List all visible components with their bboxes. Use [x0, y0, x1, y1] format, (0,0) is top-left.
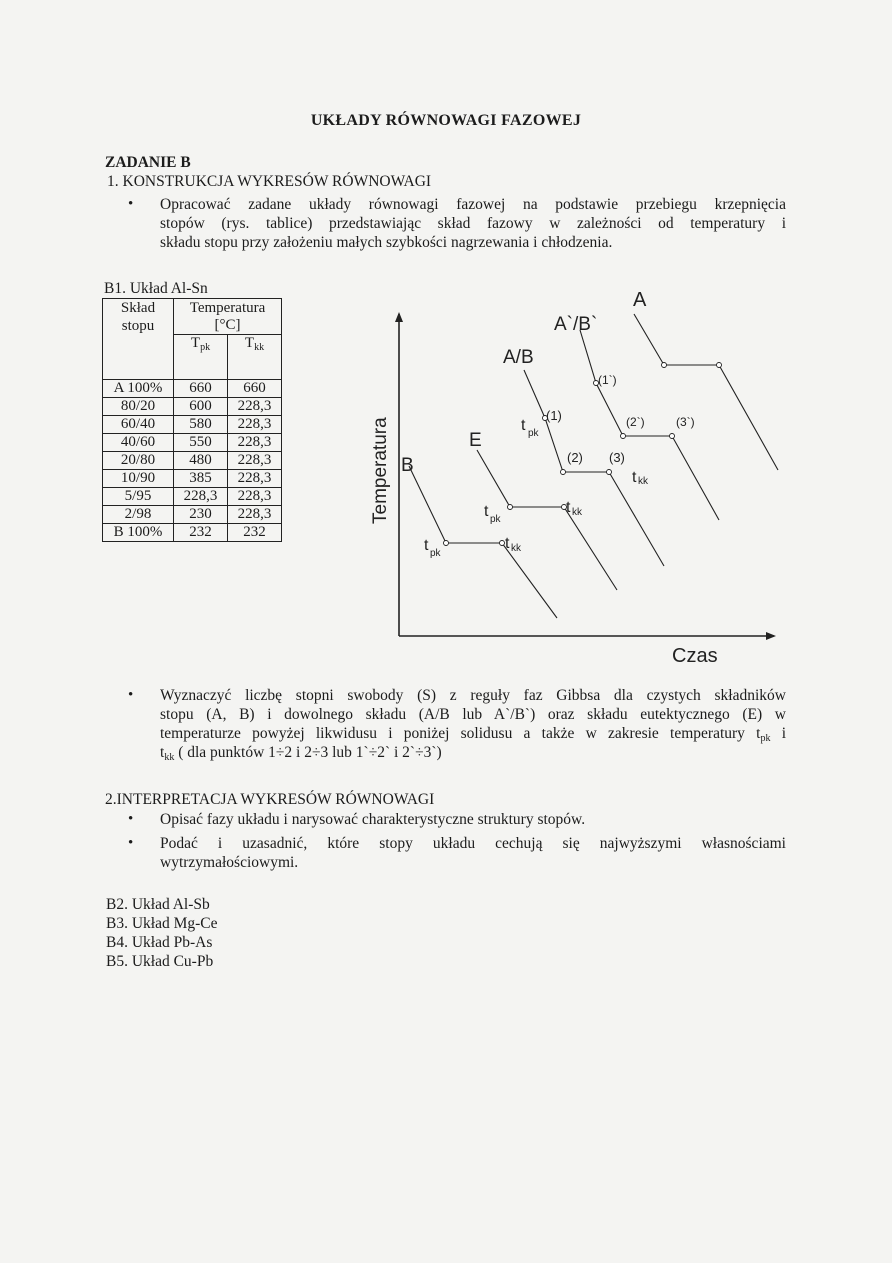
text-sub: kk: [164, 752, 175, 763]
t-sub: pk: [430, 548, 441, 559]
other-system-b4: B4. Układ Pb-As: [106, 934, 213, 951]
text-sub: pk: [760, 733, 771, 744]
document-title: UKŁADY RÓWNOWAGI FAZOWEJ: [310, 112, 582, 129]
bullet-marker: •: [128, 687, 134, 703]
cell-tkk: 228,3: [228, 452, 282, 470]
t-main: t: [566, 499, 571, 516]
cell-tpk: 660: [174, 380, 228, 398]
t-main: t: [484, 503, 489, 520]
other-system-b2: B2. Układ Al-Sb: [106, 896, 210, 913]
label-b: B: [401, 455, 414, 476]
t-sub: pk: [490, 514, 501, 525]
label-tpk-e: [484, 503, 502, 525]
cell-sklad: 2/98: [103, 506, 174, 524]
cell-tkk: 228,3: [228, 416, 282, 434]
cell-tpk: 228,3: [174, 488, 228, 506]
bullet-marker: •: [128, 811, 134, 827]
bullet-marker: •: [128, 835, 134, 851]
t-sub: kk: [638, 476, 648, 487]
t-main: t: [505, 535, 510, 552]
label-ab-prime: A`/B`: [554, 314, 598, 335]
text-line: wytrzymałościowymi.: [160, 854, 299, 871]
cell-sklad: A 100%: [103, 380, 174, 398]
curve-a: [634, 314, 778, 470]
point-2-prime: [621, 434, 626, 439]
point-tpk-e: [508, 505, 513, 510]
text-line: [160, 724, 786, 743]
cell-tpk: 600: [174, 398, 228, 416]
cell-tkk: 228,3: [228, 398, 282, 416]
label-point-3-prime: (3`): [676, 415, 695, 429]
other-system-b3: B3. Układ Mg-Ce: [106, 915, 218, 932]
cell-tkk: 232: [228, 524, 282, 542]
text-line: stopu (A, B) i dowolnego składu (A/B lub A`/B`) oraz składu eutektycznego (E) w: [160, 706, 786, 723]
label-a: A: [633, 289, 647, 311]
other-system-b5: B5. Układ Cu-Pb: [106, 953, 214, 970]
cell-tpk: 385: [174, 470, 228, 488]
section2-bullet2: [160, 834, 786, 872]
cell-tkk: 228,3: [228, 488, 282, 506]
text-line: Podać i uzasadnić, które stopy układu cechują się najwyższymi własnościami: [160, 835, 786, 852]
point-3: [607, 470, 612, 475]
gibbs-bullet-text: [160, 686, 786, 762]
text-part: i: [770, 725, 786, 742]
y-axis-label: Temperatura: [370, 417, 391, 524]
label-tpk-ab: [521, 417, 540, 439]
cell-tpk: 550: [174, 434, 228, 452]
zadanie-heading: ZADANIE B: [105, 154, 191, 171]
t-main: t: [632, 469, 637, 486]
label-point-1: (1): [546, 408, 562, 423]
cell-sklad: 5/95: [103, 488, 174, 506]
tkk-main: T: [244, 335, 255, 351]
point-3-prime: [670, 434, 675, 439]
cell-tpk: 480: [174, 452, 228, 470]
label-point-3: (3): [609, 450, 625, 465]
text-part: temperaturze powyżej likwidusu i poniżej solidusu a także w zakresie temperatury t: [160, 725, 761, 742]
text-line: [160, 743, 786, 762]
section1-heading: 1. KONSTRUKCJA WYKRESÓW RÓWNOWAGI: [107, 173, 432, 190]
cell-sklad: 40/60: [103, 434, 174, 452]
cell-tpk: 230: [174, 506, 228, 524]
t-sub: pk: [528, 428, 539, 439]
cell-sklad: B 100%: [103, 524, 174, 542]
text-line: Opracować zadane układy równowagi fazowej na podstawie przebiegu krzepnięcia: [160, 196, 786, 213]
curve-ab-prime: [580, 330, 719, 520]
cell-tkk: 228,3: [228, 434, 282, 452]
x-axis-label: Czas: [672, 645, 718, 667]
cell-sklad: 20/80: [103, 452, 174, 470]
label-ab: A/B: [503, 347, 534, 368]
curve-ab: [524, 370, 664, 566]
text-line: Opisać fazy układu i narysować charakterystyczne struktury stopów.: [160, 811, 586, 828]
header-unit: [°C]: [174, 317, 282, 335]
cell-tpk: 232: [174, 524, 228, 542]
label-point-2: (2): [567, 450, 583, 465]
table-caption: B1. Układ Al-Sn: [104, 280, 208, 297]
cell-tkk: 228,3: [228, 506, 282, 524]
cell-tpk: 580: [174, 416, 228, 434]
header-sklad-line2: stopu: [121, 318, 155, 334]
tpk-sub: pk: [200, 342, 211, 353]
text-line: stopów (rys. tablice) przedstawiając skład fazowy w zależności od temperatury i: [160, 215, 786, 232]
label-point-1-prime: (1`): [598, 373, 617, 387]
header-temperatura-line1: Temperatura: [189, 300, 266, 316]
cell-sklad: 60/40: [103, 416, 174, 434]
label-tpk-b: [424, 537, 442, 559]
point-tpk-b: [444, 541, 449, 546]
cell-tkk: 660: [228, 380, 282, 398]
label-e: E: [469, 430, 482, 451]
text-line: składu stopu przy założeniu małych szybkości nagrzewania i chłodzenia.: [160, 234, 613, 251]
cell-sklad: 10/90: [103, 470, 174, 488]
text-part: t: [160, 744, 165, 761]
t-main: t: [521, 417, 526, 434]
label-tkk-ab: [632, 469, 649, 487]
t-sub: kk: [572, 507, 582, 518]
t-main: t: [424, 537, 429, 554]
label-tkk-e: [566, 499, 583, 518]
tpk-main: T: [190, 335, 201, 351]
bullet-marker: •: [128, 196, 134, 212]
curve-b: [409, 466, 557, 618]
label-point-2-prime: (2`): [626, 415, 645, 429]
point-tkk-a: [717, 363, 722, 368]
section2-heading: 2.INTERPRETACJA WYKRESÓW RÓWNOWAGI: [105, 791, 435, 808]
tkk-sub: kk: [254, 342, 265, 353]
text-part: ( dla punktów 1÷2 i 2÷3 lub 1`÷2` i 2`÷3`): [174, 744, 442, 761]
t-sub: kk: [511, 543, 521, 554]
point-2: [561, 470, 566, 475]
section2-bullet1: [160, 810, 786, 829]
cell-sklad: 80/20: [103, 398, 174, 416]
header-sklad-line1: Skład: [120, 300, 156, 316]
label-tkk-b: [505, 535, 522, 554]
text-line: Wyznaczyć liczbę stopni swobody (S) z reguły faz Gibbsa dla czystych składników: [160, 687, 786, 704]
point-tkk-b: [500, 541, 505, 546]
point-tpk-a: [662, 363, 667, 368]
cell-tkk: 228,3: [228, 470, 282, 488]
